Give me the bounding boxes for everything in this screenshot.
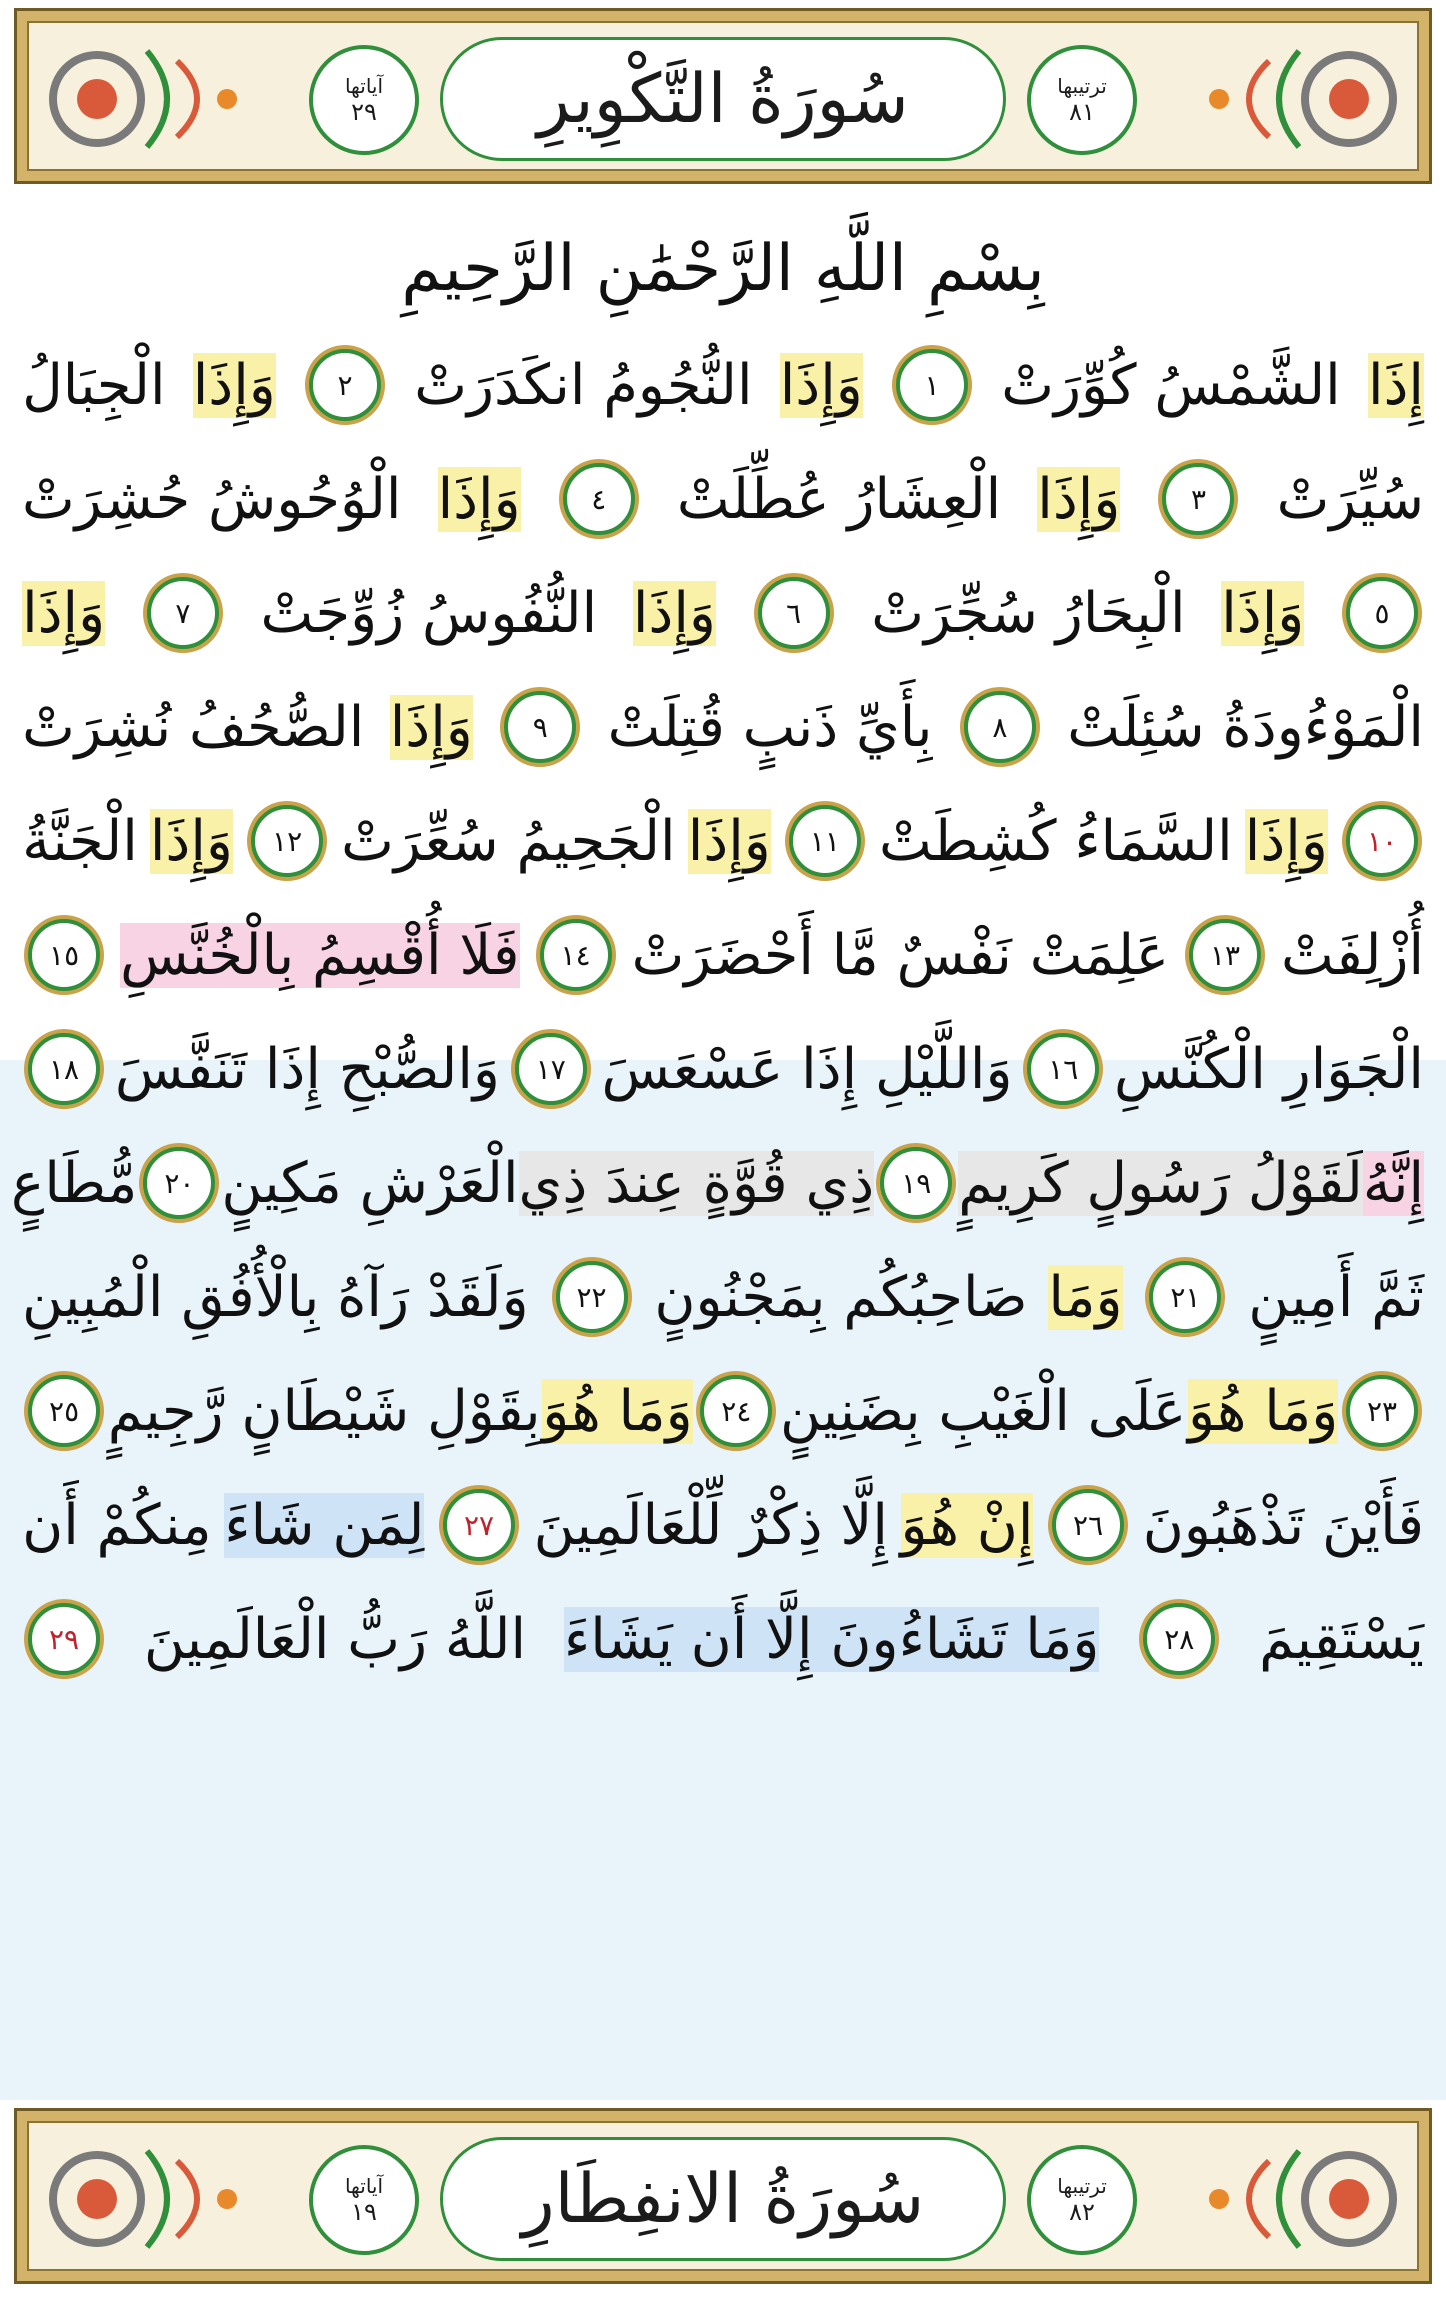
ayah-number-marker: ٢٥ [28, 1375, 100, 1447]
ayah-number-marker: ٧ [147, 577, 219, 649]
highlighted-word: وَإِذَا [632, 580, 716, 646]
order-number: ٨١ [1069, 98, 1095, 126]
ayah-number-marker: ١٢ [251, 805, 323, 877]
ayah-number-marker: ٢٨ [1143, 1603, 1215, 1675]
floral-ornament-icon [1199, 31, 1409, 167]
highlighted-word: وَإِذَا [1221, 580, 1305, 646]
highlighted-word: وَإِذَا [22, 580, 106, 646]
ayah-number-marker: ٢ [309, 349, 381, 421]
highlighted-word: وَإِذَا [1244, 808, 1328, 874]
ayah-number-marker: ٢٦ [1052, 1489, 1124, 1561]
ayah-number-marker: ١٦ [1027, 1033, 1099, 1105]
verse-text: الْجَحِيمُ سُعِّرَتْ [341, 808, 676, 874]
verse-text: الشَّمْسُ كُوِّرَتْ [1001, 352, 1341, 418]
floral-ornament-icon [1199, 2131, 1409, 2267]
verse-text: سُيِّرَتْ [1276, 466, 1424, 532]
verses-number: ٢٩ [351, 98, 377, 126]
verse-text: الْجَوَارِ الْكُنَّسِ [1114, 1036, 1424, 1102]
ayah-number-marker: ١٠ [1346, 805, 1418, 877]
surah-header-banner [14, 8, 1432, 184]
next-surah-banner [14, 2108, 1432, 2284]
ayah-number-marker: ١١ [789, 805, 861, 877]
basmala: بِسْمِ اللَّهِ الرَّحْمَٰنِ الرَّحِيمِ [401, 232, 1045, 306]
next-surah-order-badge [1027, 2145, 1137, 2255]
ayah-number-marker: ٢٩ [28, 1603, 100, 1675]
verse-text: النُّجُومُ انكَدَرَتْ [414, 352, 753, 418]
verse-line [22, 1242, 1424, 1352]
ayah-number-marker: ١٥ [28, 919, 100, 991]
ayah-number-marker: ٣ [1162, 463, 1234, 535]
order-number: ٨٢ [1069, 2198, 1095, 2226]
verses-label: آياتها [344, 74, 384, 98]
verse-line [22, 900, 1424, 1010]
surah-title-box [440, 37, 1006, 161]
highlighted-word: إِذَا [1367, 352, 1424, 418]
ayah-number-marker: ١٣ [1189, 919, 1261, 991]
verse-count-badge [309, 45, 419, 155]
verses-label: آياتها [344, 2174, 384, 2198]
verse-text: ثَمَّ أَمِينٍ [1248, 1264, 1424, 1330]
verse-text: الصُّحُفُ نُشِرَتْ [22, 694, 365, 760]
highlighted-word: وَإِذَا [1037, 466, 1121, 532]
next-surah-title-box [440, 2137, 1006, 2261]
highlighted-word: وَإِذَا [687, 808, 771, 874]
verse-text: مُّطَاعٍ [10, 1150, 138, 1216]
verse-line [22, 330, 1424, 440]
verse-text: أُزْلِفَتْ [1281, 922, 1424, 988]
ayah-number-marker: ١٨ [28, 1033, 100, 1105]
verse-text: اللَّهُ رَبُّ الْعَالَمِينَ [143, 1606, 527, 1672]
ayah-number-marker: ٦ [758, 577, 830, 649]
highlighted-word: وَإِذَا [779, 352, 863, 418]
verse-text: مِنكُمْ أَن [22, 1492, 212, 1558]
highlighted-word: لَقَوْلُ رَسُولٍ كَرِيمٍ [958, 1150, 1363, 1216]
highlighted-word: وَإِذَا [149, 808, 233, 874]
order-label: ترتيبها [1057, 2174, 1107, 2198]
ayah-number-marker: ٥ [1346, 577, 1418, 649]
verse-text: بِأَيِّ ذَنبٍ قُتِلَتْ [607, 694, 933, 760]
verse-text: الْجَنَّةُ [22, 808, 138, 874]
verse-line [22, 558, 1424, 668]
verse-text: الْوُحُوشُ حُشِرَتْ [22, 466, 402, 532]
verse-line [10, 1128, 1424, 1238]
verse-text: فَأَيْنَ تَذْهَبُونَ [1142, 1492, 1424, 1558]
order-label: ترتيبها [1057, 74, 1107, 98]
highlighted-word: إِنَّهُ [1362, 1150, 1424, 1216]
ayah-number-marker: ٢٣ [1346, 1375, 1418, 1447]
verse-text: الْعَرْشِ مَكِينٍ [221, 1150, 519, 1216]
verse-text: الْمَوْءُودَةُ سُئِلَتْ [1067, 694, 1424, 760]
ayah-number-marker: ١ [896, 349, 968, 421]
verse-text: بِقَوْلِ شَيْطَانٍ رَّجِيمٍ [107, 1378, 541, 1444]
verse-line [22, 1584, 1424, 1694]
floral-ornament-icon [37, 31, 247, 167]
highlighted-word: ذِي قُوَّةٍ عِندَ ذِي [518, 1150, 875, 1216]
surah-order-badge [1027, 45, 1137, 155]
verse-line [22, 1014, 1424, 1124]
surah-title: سُورَةُ التَّكْوِيرِ [537, 59, 909, 139]
ayah-number-marker: ٩ [504, 691, 576, 763]
verse-text: وَلَقَدْ رَآهُ بِالْأُفُقِ الْمُبِينِ [22, 1264, 529, 1330]
highlighted-word: وَإِذَا [389, 694, 473, 760]
ayah-number-marker: ٢٤ [700, 1375, 772, 1447]
floral-ornament-icon [37, 2131, 247, 2267]
ayah-number-marker: ١٧ [515, 1033, 587, 1105]
verse-text: عَلَى الْغَيْبِ بِضَنِينٍ [779, 1378, 1187, 1444]
verse-text: إِلَّا ذِكْرٌ لِّلْعَالَمِينَ [533, 1492, 888, 1558]
verse-text: السَّمَاءُ كُشِطَتْ [879, 808, 1233, 874]
ayah-number-marker: ١٤ [540, 919, 612, 991]
highlighted-word: إِنْ هُوَ [900, 1492, 1034, 1558]
verse-text: الْعِشَارُ عُطِّلَتْ [676, 466, 1002, 532]
banner-inner [27, 2121, 1419, 2271]
ayah-number-marker: ٢٢ [556, 1261, 628, 1333]
verse-text: عَلِمَتْ نَفْسٌ مَّا أَحْضَرَتْ [631, 922, 1170, 988]
highlighted-word: وَمَا [1048, 1264, 1123, 1330]
verse-line [22, 1356, 1424, 1466]
banner-inner [27, 21, 1419, 171]
verse-text: وَالصُّبْحِ إِذَا تَنَفَّسَ [114, 1036, 500, 1102]
ayah-number-marker: ٢٠ [143, 1147, 215, 1219]
verse-line [22, 444, 1424, 554]
ayah-number-marker: ٨ [964, 691, 1036, 763]
verse-text: الْجِبَالُ [22, 352, 166, 418]
next-verse-count-badge [309, 2145, 419, 2255]
highlighted-word: فَلَا أُقْسِمُ بِالْخُنَّسِ [120, 922, 520, 988]
verse-text: صَاحِبُكُم بِمَجْنُونٍ [654, 1264, 1028, 1330]
verses-number: ١٩ [351, 2198, 377, 2226]
verse-text: الْبِحَارُ سُجِّرَتْ [871, 580, 1186, 646]
highlighted-word: وَإِذَا [192, 352, 276, 418]
ayah-number-marker: ١٩ [880, 1147, 952, 1219]
highlighted-word: وَإِذَا [437, 466, 521, 532]
ayah-number-marker: ٤ [563, 463, 635, 535]
verse-text: يَسْتَقِيمَ [1259, 1606, 1424, 1672]
ayah-number-marker: ٢٧ [443, 1489, 515, 1561]
highlighted-word: لِمَن شَاءَ [224, 1492, 425, 1558]
verse-text: النُّفُوسُ زُوِّجَتْ [260, 580, 598, 646]
ayah-number-marker: ٢١ [1149, 1261, 1221, 1333]
verse-line [22, 1470, 1424, 1580]
next-surah-title: سُورَةُ الانفِطَارِ [521, 2159, 925, 2239]
verse-line [22, 672, 1424, 782]
highlighted-word: وَمَا هُوَ [542, 1378, 693, 1444]
highlighted-word: وَمَا هُوَ [1187, 1378, 1339, 1444]
highlighted-word: وَمَا تَشَاءُونَ إِلَّا أَن يَشَاءَ [563, 1606, 1100, 1672]
verse-line [22, 786, 1424, 896]
verse-text: وَاللَّيْلِ إِذَا عَسْعَسَ [601, 1036, 1013, 1102]
